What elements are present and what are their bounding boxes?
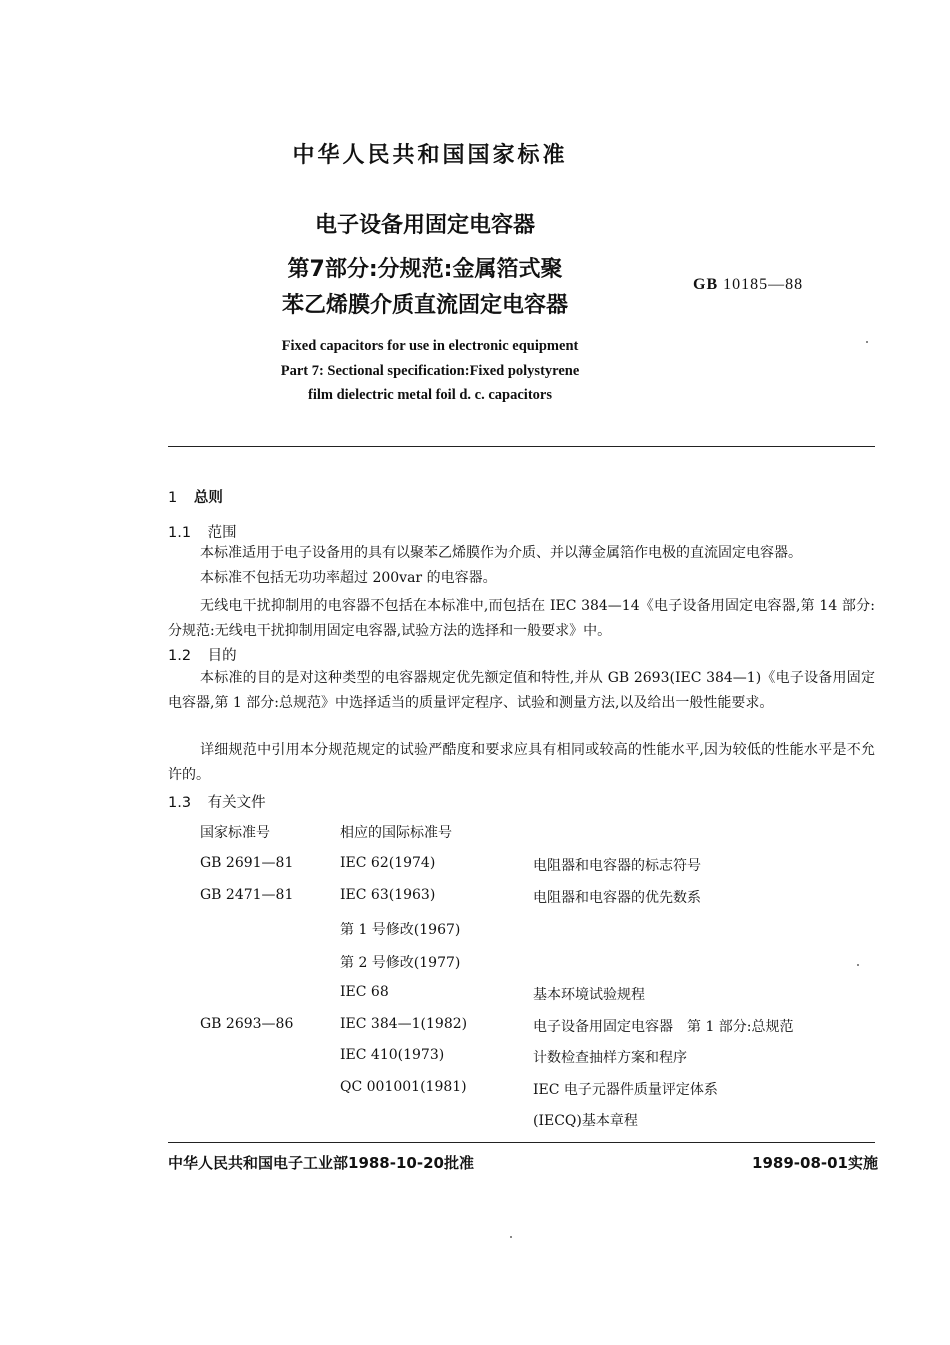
table-row-international: 第 2 号修改(1977) [340,955,461,971]
approval-line: 中华人民共和国电子工业部1988-10-20批准 [168,1154,474,1172]
scope-paragraph-1: 本标准适用于电子设备用的具有以聚苯乙烯膜作为介质、并以薄金属箔作电极的直流固定电容器。 [200,545,802,561]
section-title: 范围 [207,525,237,541]
footer-divider [168,1142,875,1143]
table-row-international: IEC 410(1973) [340,1047,445,1063]
cn-title-line-3: 苯乙烯膜介质直流固定电容器 [281,293,568,318]
cn-title-line-1: 电子设备用固定电容器 [314,213,535,238]
standard-number [693,276,803,294]
table-row-international: IEC 63(1963) [340,887,436,903]
section-title: 目的 [207,648,237,664]
section-title: 有关文件 [207,795,266,811]
header-divider [168,446,875,447]
table-row-description: IEC 电子元器件质量评定体系 [533,1082,718,1098]
scope-paragraph-2: 本标准不包括无功功率超过 200var 的电容器。 [200,570,497,586]
table-row-description: 基本环境试验规程 [533,987,645,1003]
section-title: 总则 [193,490,223,506]
table-row-international: 第 1 号修改(1967) [340,922,461,938]
table-row-national: GB 2691—81 [200,855,294,871]
table-row-description: 电阻器和电容器的优先数系 [533,890,701,906]
implementation-date: 1989-08-01实施 [752,1154,878,1172]
purpose-paragraph-2: 详细规范中引用本分规范规定的试验严酷度和要求应具有相同或较高的性能水平,因为较低的性能水平是不允许的。 [168,742,875,783]
table-row-international: QC 001001(1981) [340,1079,467,1095]
table-row-international: IEC 62(1974) [340,855,436,871]
scan-speck [510,1236,512,1238]
scan-speck [857,964,859,966]
table-row-description: 电子设备用固定电容器 第 1 部分:总规范 [533,1019,794,1035]
section-number: 1.2 [168,648,192,664]
table-row-description: 电阻器和电容器的标志符号 [533,858,701,874]
standard-code: 10185—88 [723,276,804,293]
table-header-international: 相应的国际标准号 [340,825,452,841]
section-number: 1.3 [168,795,192,811]
section-1-heading [168,486,223,507]
table-row-description: (IECQ)基本章程 [533,1113,638,1129]
table-header-national: 国家标准号 [200,825,270,841]
table-row-international: IEC 384—1(1982) [340,1016,468,1032]
section-number: 1 [168,490,178,506]
en-title-line-1: Fixed capacitors for use in electronic equipment [281,338,579,354]
national-standard-title: 中华人民共和国国家标准 [292,143,568,168]
table-row-national: GB 2693—86 [200,1016,294,1032]
purpose-paragraph-1: 本标准的目的是对这种类型的电容器规定优先额定值和特性,并从 GB 2693(IEC 384—1)《电子设备用固定电容器,第 1 部分:总规范》中选择适当的质量评定程序、试验和测量方法,以及给出一般性能要求。 [168,670,875,711]
cn-title-line-2: 第7部分:分规范:金属箔式聚 [287,257,563,282]
scope-paragraph-3: 无线电干扰抑制用的电容器不包括在本标准中,而包括在 IEC 384—14《电子设备用固定电容器,第 14 部分:分规范:无线电干扰抑制用固定电容器,试验方法的选择和一般要求》中。 [168,598,875,639]
table-row-national: GB 2471—81 [200,887,294,903]
en-title-line-3: film dielectric metal foil d. c. capacitors [307,387,552,403]
en-title-line-2: Part 7: Sectional specification:Fixed polystyrene [280,363,580,379]
section-number: 1.1 [168,525,192,541]
scan-speck [866,341,868,343]
section-1-3-heading [168,791,266,812]
section-1-1-heading [168,521,237,542]
standard-prefix: GB [693,276,719,293]
table-row-description: 计数检查抽样方案和程序 [533,1050,687,1066]
table-row-international: IEC 68 [340,984,389,1000]
section-1-2-heading [168,644,237,665]
